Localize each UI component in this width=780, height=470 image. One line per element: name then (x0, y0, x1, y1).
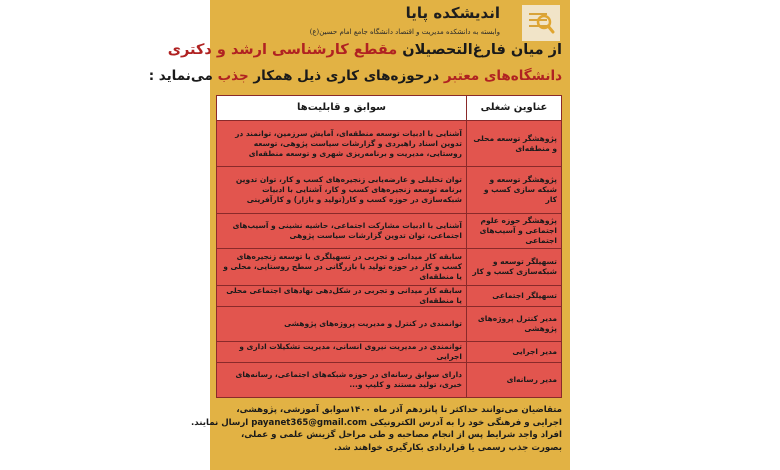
qualification-cell: توانمندی در کنترل و مدیریت پروژه‌های پژوهشی (217, 307, 467, 342)
table-row (217, 342, 562, 363)
application-instructions (191, 404, 562, 454)
job-title-cell: مدیر اجرایی (467, 342, 562, 363)
magnifier-icon (532, 13, 554, 35)
headline-degree: مقطع کارشناسی ارشد و دکتری (167, 42, 398, 58)
job-title-cell: پژوهشگر توسعه محلی و منطقه‌ای (467, 121, 562, 167)
qualification-cell: دارای سوابق رسانه‌ای در حوزه شبکه‌های اجتماعی، رسانه‌های خبری، تولید مستند و کلیپ و... (217, 363, 467, 398)
job-title-cell: تسهیلگر توسعه و شبکه‌سازی کسب و کار (467, 249, 562, 286)
org-name: اندیشکده پایا (405, 4, 500, 22)
table-row (217, 121, 562, 167)
qualification-cell: سابقه کار میدانی و تجربی در شکل‌دهی نهادهای اجتماعی محلی یا منطقه‌ای (217, 286, 467, 307)
job-title-cell: مدیر کنترل پروژه‌های پژوهشی (467, 307, 562, 342)
headline-line-1 (168, 42, 562, 58)
jobs-table (216, 95, 562, 398)
job-title-cell: پژوهشگر حوزه علوم اجتماعی و آسیب‌های اجتماعی (467, 214, 562, 249)
headline-universities: دانشگاه‌های معتبر (443, 68, 562, 84)
headline-text: از میان فارغ‌التحصیلان (402, 42, 562, 58)
headline-recruit: جذب (217, 68, 249, 84)
qualification-cell: توان تحلیلی و عارضه‌یابی زنجیره‌های کسب و کار، توان تدوین برنامه توسعه زنجیره‌های کسب و کار، آشنایی با ادبیات شبکه‌سازی در حوزه کسب و کار(تولید و بازار) و کارآفرینی (217, 167, 467, 214)
footer-line: اجرایی و فرهنگی خود را به آدرس الکترونیکی payanet365@gmail.com ارسال نمایند. (191, 417, 562, 428)
table-row (217, 363, 562, 398)
table-header-row (217, 96, 562, 121)
headline-text: درحوزه‌های کاری ذیل همکار (253, 68, 440, 84)
table-row (217, 167, 562, 214)
headline-line-2 (149, 68, 562, 84)
footer-line: بصورت جذب رسمی یا قراردادی بکارگیری خواهند شد. (334, 442, 562, 453)
footer-line: متقاضیان می‌توانند حداکثر تا پانزدهم آذر ماه ۱۴۰۰سوابق آموزشی، پژوهشی، (236, 405, 562, 415)
job-title-cell: پژوهشگر توسعه و شبکه سازی کسب و کار (467, 167, 562, 214)
qualification-cell: آشنایی با ادبیات مشارکت اجتماعی، حاشیه نشینی و آسیب‌های اجتماعی، توان تدوین گزارشات سیاست پژوهی (217, 214, 467, 249)
qualification-cell: سابقه کار میدانی و تجربی در تسهیلگری یا توسعه زنجیره‌های کسب و کار در حوزه تولید یا بازرگانی در سطح روستایی، محلی و یا منطقه‌ای (217, 249, 467, 286)
logo (522, 5, 560, 41)
job-title-cell: مدیر رسانه‌ای (467, 363, 562, 398)
table-row (217, 249, 562, 286)
job-title-cell: تسهیلگر اجتماعی (467, 286, 562, 307)
qualification-cell: آشنایی با ادبیات توسعه منطقه‌ای، آمایش سرزمین، توانمند در تدوین اسناد راهبردی و گزارشات سیاست پژوهی، توسعه روستایی، مدیریت و برنامه‌ریزی شهری و توسعه منطقه‌ای (217, 121, 467, 167)
table-row (217, 286, 562, 307)
headline-text: می‌نماید : (148, 68, 213, 84)
table-row (217, 307, 562, 342)
header-qualifications: سوابق و قابلیت‌ها (217, 96, 467, 121)
footer-line: افراد واجد شرایط پس از انجام مصاحبه و طی مراحل گزینش علمی و عملی، (241, 430, 562, 440)
header-job-title: عناوین شغلی (467, 96, 562, 121)
recruitment-poster (148, 0, 570, 470)
qualification-cell: توانمندی در مدیریت نیروی انسانی، مدیریت تشکیلات اداری و اجرایی (217, 342, 467, 363)
table-row (217, 214, 562, 249)
org-subtitle: وابسته به دانشکده مدیریت و اقتصاد دانشگاه جامع امام حسین(ع) (309, 28, 500, 36)
